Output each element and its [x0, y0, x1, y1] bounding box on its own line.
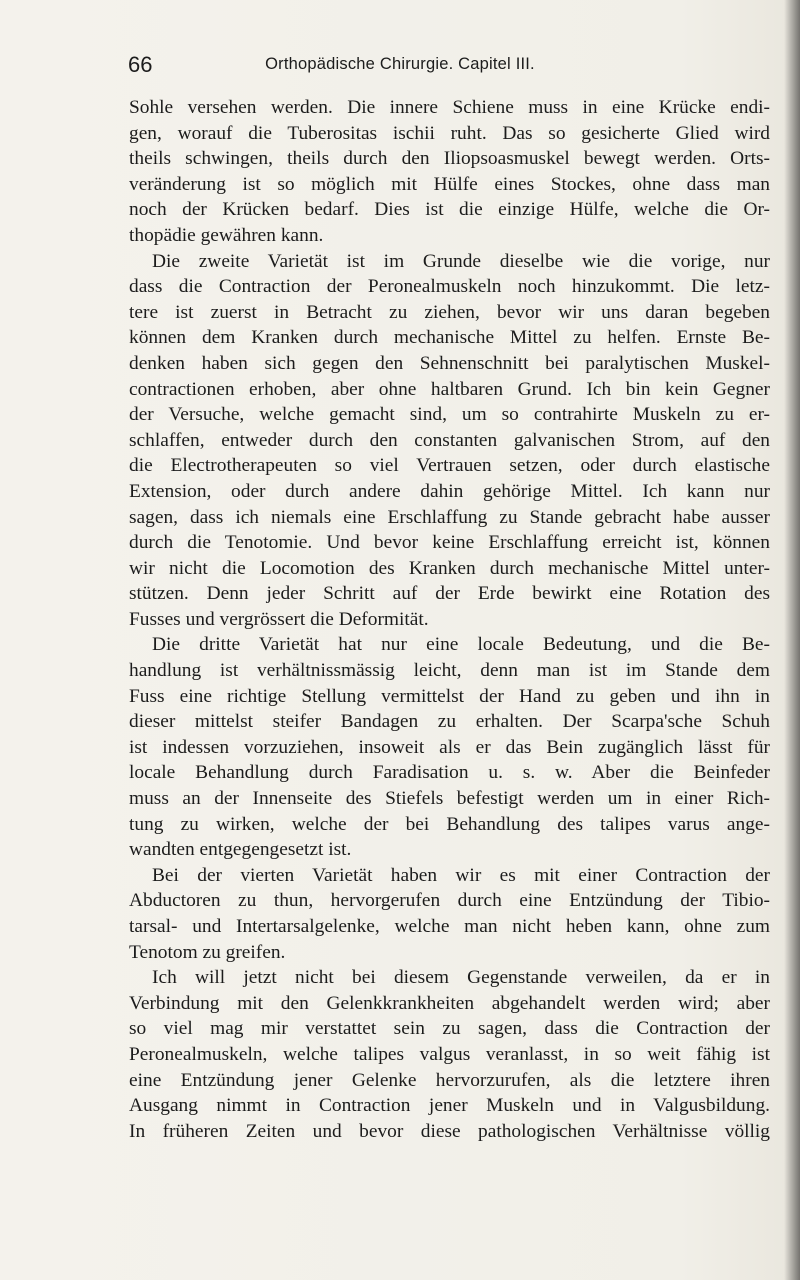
text-line: handlung ist verhältnissmässig leicht, denn man ist im Stande dem [129, 660, 770, 682]
page-header [0, 52, 800, 78]
text-line: so viel mag mir verstattet sein zu sagen, dass die Contraction der [129, 1018, 770, 1040]
text-line: wandten entgegengesetzt ist. [129, 839, 352, 861]
page-edge-shadow [784, 0, 800, 1280]
text-line: tere ist zuerst in Betracht zu ziehen, bevor wir uns daran begeben [129, 301, 770, 323]
text-line: tarsal- und Intertarsalgelenke, welche man nicht heben kann, ohne zum [129, 916, 770, 937]
text-line: können dem Kranken durch mechanische Mittel zu helfen. Ernste Be- [129, 327, 770, 349]
text-line: sagen, dass ich niemals eine Erschlaffung zu Stande gebracht habe ausser [129, 506, 770, 528]
text-line: Extension, oder durch andere dahin gehörige Mittel. Ich kann nur [129, 480, 770, 502]
text-line: Peronealmuskeln, welche talipes valgus veranlasst, in so weit fähig ist [129, 1043, 770, 1065]
text-line: theils schwingen, theils durch den Iliopsoasmuskel bewegt werden. Orts- [129, 148, 770, 170]
text-line: veränderung ist so möglich mit Hülfe eines Stockes, ohne dass man [129, 173, 770, 195]
text-line: Tenotom zu greifen. [129, 941, 286, 963]
text-line: locale Behandlung durch Faradisation u. s. w. Aber die Beinfeder [129, 762, 770, 784]
text-line: Bei der vierten Varietät haben wir es mit einer Contraction der [152, 864, 770, 886]
text-line: dieser mittelst steifer Bandagen zu erhalten. Der Scarpa'sche Schuh [129, 711, 770, 733]
text-line: wir nicht die Locomotion des Kranken durch mechanische Mittel unter- [129, 557, 770, 579]
text-line: durch die Tenotomie. Und bevor keine Erschlaffung erreicht ist, können [129, 532, 770, 554]
page-number: 66 [128, 52, 153, 77]
text-line: contractionen erhoben, aber ohne haltbaren Grund. Ich bin kein Gegner [129, 378, 770, 400]
text-line: Ausgang nimmt in Contraction jener Muskeln und in Valgusbildung. [129, 1095, 770, 1117]
text-line: schlaffen, entweder durch den constanten galvanischen Strom, auf den [129, 429, 770, 451]
text-line: Ich will jetzt nicht bei diesem Gegenstande verweilen, da er in [152, 967, 770, 989]
body-text [129, 95, 770, 1144]
text-line: Abductoren zu thun, hervorgerufen durch eine Entzündung der Tibio- [129, 890, 770, 912]
text-line: tung zu wirken, welche der bei Behandlung des talipes varus ange- [129, 813, 770, 835]
text-line: stützen. Denn jeder Schritt auf der Erde bewirkt eine Rotation des [129, 583, 770, 605]
text-line: thopädie gewähren kann. [129, 224, 324, 246]
text-line: Fuss eine richtige Stellung vermittelst der Hand zu geben und ihn in [129, 685, 770, 707]
text-line: ist indessen vorzuziehen, insoweit als er das Bein zugänglich lässt für [129, 736, 770, 758]
text-line: noch der Krücken bedarf. Dies ist die einzige Hülfe, welche die Or- [129, 199, 770, 221]
text-line: muss an der Innenseite des Stiefels befestigt werden um in einer Rich- [129, 788, 770, 810]
text-line: Die dritte Varietät hat nur eine locale Bedeutung, und die Be- [152, 634, 770, 656]
text-line: dass die Contraction der Peronealmuskeln noch hinzukommt. Die letz- [129, 276, 770, 298]
text-line: gen, worauf die Tuberositas ischii ruht. Das so gesicherte Glied wird [129, 122, 770, 144]
text-line: In früheren Zeiten und bevor diese pathologischen Verhältnisse völlig [129, 1120, 770, 1142]
text-line: Die zweite Varietät ist im Grunde dieselbe wie die vorige, nur [152, 250, 770, 272]
text-line: denken haben sich gegen den Sehnenschnitt bei paralytischen Muskel- [129, 352, 770, 374]
text-line: Fusses und vergrössert die Deformität. [129, 608, 429, 630]
text-line: Verbindung mit den Gelenkkrankheiten abgehandelt werden wird; aber [129, 992, 770, 1014]
text-line: die Electrotherapeuten so viel Vertrauen setzen, oder durch elastische [129, 455, 770, 477]
text-line: eine Entzündung jener Gelenke hervorzurufen, als die letztere ihren [129, 1069, 770, 1091]
text-line: der Versuche, welche gemacht sind, um so contrahirte Muskeln zu er- [129, 404, 770, 426]
running-head: Orthopädische Chirurgie. Capitel III. [265, 55, 535, 73]
text-line: Sohle versehen werden. Die innere Schiene muss in eine Krücke endi- [129, 97, 770, 118]
